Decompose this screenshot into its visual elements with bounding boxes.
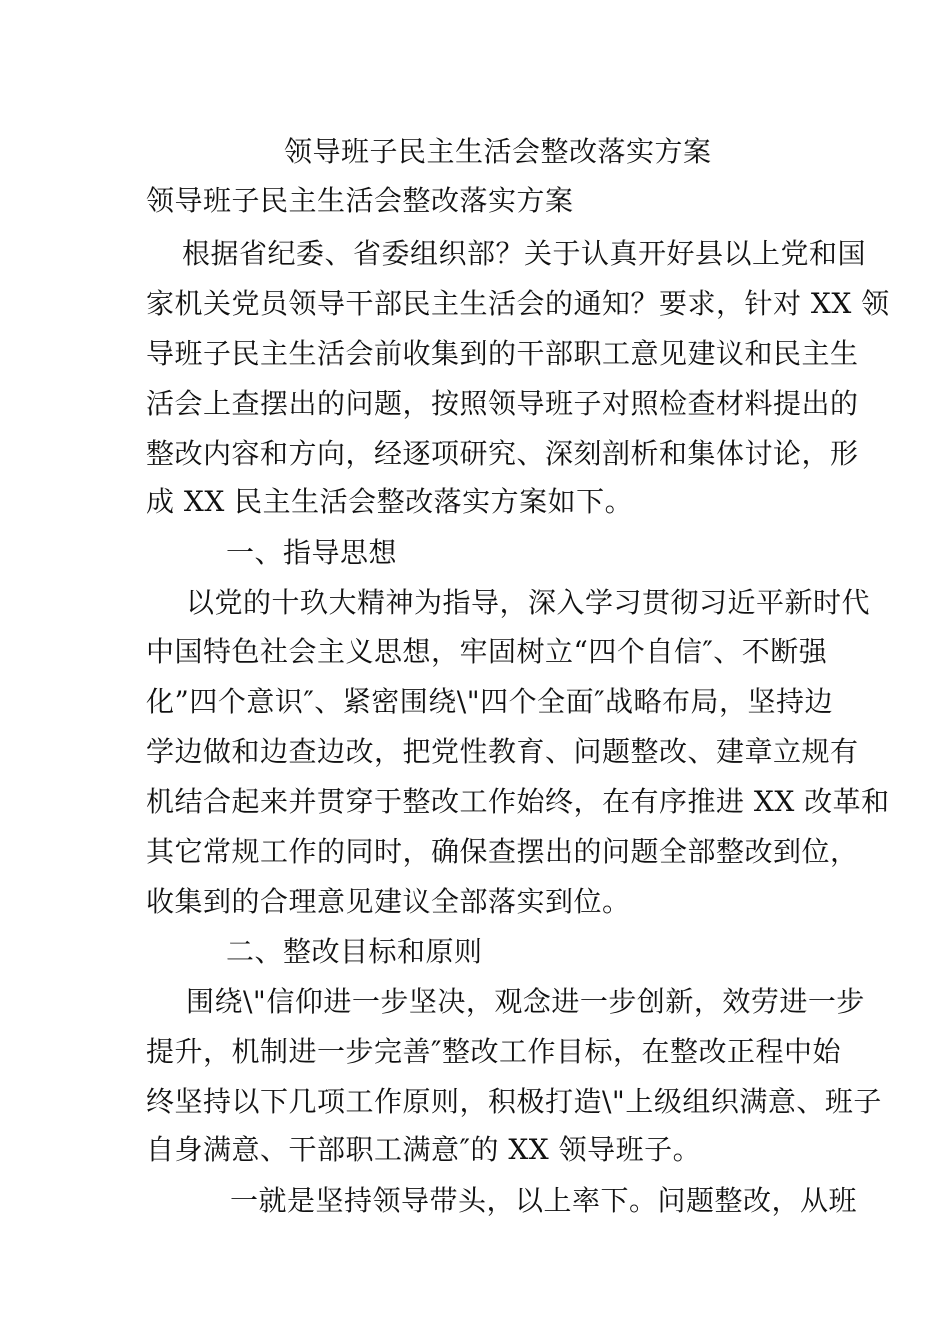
paragraph-line: 提升，机制进一步完善″整改工作目标，在整改正程中始 — [146, 1035, 841, 1068]
paragraph-line: 根据省纪委、省委组织部？关于认真开好县以上党和国 — [182, 237, 867, 270]
paragraph-line: 导班子民主生活会前收集到的干部职工意见建议和民主生 — [146, 337, 859, 370]
paragraph-line: 活会上查摆出的问题，按照领导班子对照检查材料提出的 — [146, 387, 859, 420]
paragraph-line: 学边做和边查边改，把党性教育、问题整改、建章立规有 — [146, 735, 859, 768]
paragraph-line: 终坚持以下几项工作原则，积极打造\"上级组织满意、班子 — [146, 1085, 882, 1118]
paragraph-line: 家机关党员领导干部民主生活会的通知？要求，针对 XX 领 — [146, 287, 890, 320]
document-title: 领导班子民主生活会整改落实方案 — [284, 135, 712, 168]
paragraph-line: 围绕\"信仰进一步坚决，观念进一步创新，效劳进一步 — [186, 985, 865, 1018]
paragraph-line: 以党的十玖大精神为指导，深入学习贯彻习近平新时代 — [186, 586, 871, 619]
document-subtitle: 领导班子民主生活会整改落实方案 — [146, 184, 574, 217]
section-heading-2: 二、整改目标和原则 — [226, 935, 483, 968]
paragraph-line: 收集到的合理意见建议全部落实到位。 — [146, 885, 631, 918]
paragraph-line: 一就是坚持领导带头，以上率下。问题整改，从班 — [230, 1184, 858, 1217]
paragraph-line: 自身满意、干部职工满意″的 XX 领导班子。 — [146, 1133, 702, 1166]
paragraph-line: 机结合起来并贯穿于整改工作始终，在有序推进 XX 改革和 — [146, 785, 890, 818]
paragraph-line: 其它常规工作的同时，确保查摆出的问题全部整改到位， — [146, 835, 859, 868]
section-heading-1: 一、指导思想 — [226, 536, 398, 569]
paragraph-line: 整改内容和方向，经逐项研究、深刻剖析和集体讨论，形 — [146, 437, 859, 470]
paragraph-line: 化”四个意识″、紧密围绕\"四个全面″战略布局，坚持边 — [146, 685, 834, 718]
paragraph-line: 中国特色社会主义思想，牢固树立“四个自信″、不断强 — [146, 635, 828, 668]
paragraph-line: 成 XX 民主生活会整改落实方案如下。 — [146, 485, 634, 518]
